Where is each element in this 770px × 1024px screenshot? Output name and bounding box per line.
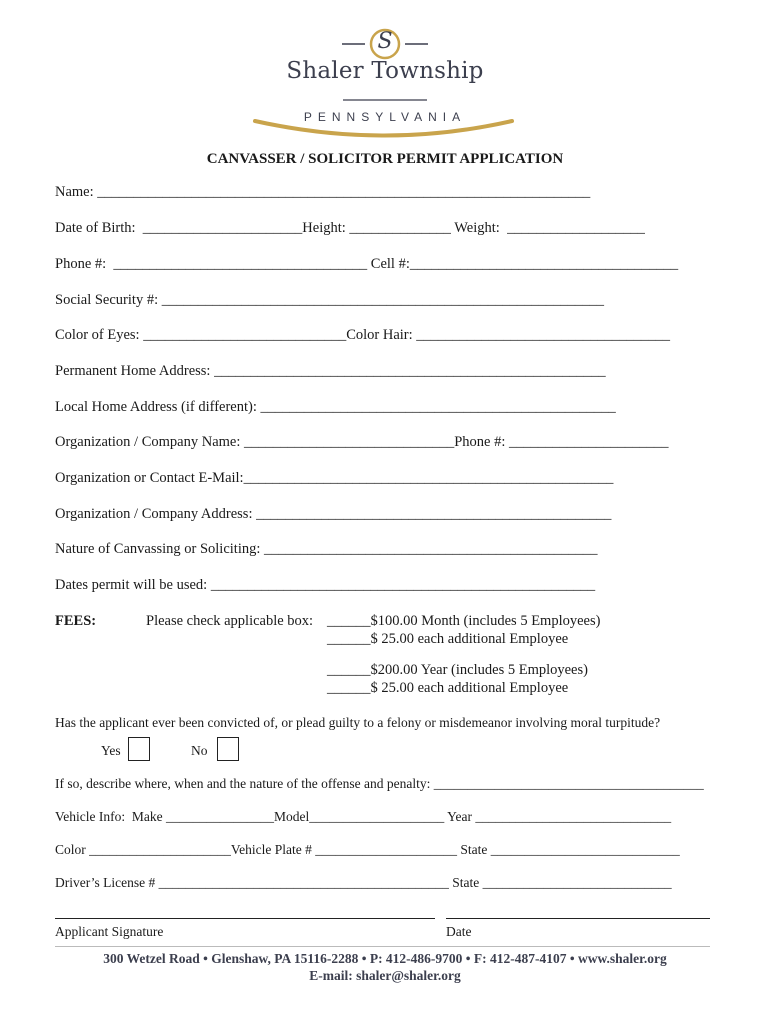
ssn-field[interactable]: Social Security #: _____________________________________________________________ (55, 292, 604, 308)
fee-year-additional-option[interactable]: ______$ 25.00 each additional Employee (327, 680, 569, 696)
dob-height-weight-field[interactable]: Date of Birth: ______________________Height: ______________ Weight: ___________________ (55, 220, 645, 236)
drivers-license-field[interactable]: Driver’s License # ___________________________________________ State ____________________________ (55, 875, 672, 890)
fee-month-option[interactable]: ______$100.00 Month (includes 5 Employees) (327, 613, 601, 629)
yes-label: Yes (101, 743, 121, 758)
vehicle-color-plate-state-field[interactable]: Color _____________________Vehicle Plate # _____________________ State ____________________________ (55, 842, 680, 857)
nature-field[interactable]: Nature of Canvassing or Soliciting: ______________________________________________ (55, 541, 598, 557)
footer-divider (55, 946, 710, 947)
offense-description-field[interactable]: If so, describe where, when and the nature of the offense and penalty: ________________________________________ (55, 776, 704, 791)
date-line[interactable] (446, 918, 710, 919)
yes-checkbox[interactable] (128, 737, 150, 761)
name-field[interactable]: Name: ____________________________________________________________________ (55, 184, 591, 200)
conviction-question: Has the applicant ever been convicted of, or plead guilty to a felony or misdemeanor involving moral turpitude? (55, 715, 661, 730)
local-address-field[interactable]: Local Home Address (if different): _________________________________________________ (55, 399, 616, 415)
organization-address-field[interactable]: Organization / Company Address: _________________________________________________ (55, 506, 612, 522)
organization-name: Shaler Township (286, 58, 484, 84)
phone-cell-field[interactable]: Phone #: ___________________________________ Cell #:_____________________________________ (55, 256, 679, 272)
vehicle-make-model-year-field[interactable]: Vehicle Info: Make ________________Model____________________ Year _____________________________ (55, 809, 672, 824)
permanent-address-field[interactable]: Permanent Home Address: ______________________________________________________ (55, 363, 606, 379)
eyes-hair-field[interactable]: Color of Eyes: ____________________________Color Hair: ___________________________________ (55, 327, 671, 343)
signature-line[interactable] (55, 918, 435, 919)
dates-field[interactable]: Dates permit will be used: _____________________________________________________ (55, 577, 596, 593)
fee-month-additional-option[interactable]: ______$ 25.00 each additional Employee (327, 631, 569, 647)
organization-name-field[interactable]: Organization / Company Name: _____________________________Phone #: ______________________ (55, 434, 669, 450)
fees-instruction: Please check applicable box: (146, 613, 314, 629)
state-name: PENNSYLVANIA (303, 110, 467, 124)
no-label: No (191, 743, 208, 758)
date-label: Date (446, 924, 472, 939)
logo-initial: S (377, 29, 393, 54)
applicant-signature-label: Applicant Signature (55, 924, 164, 939)
fee-year-option[interactable]: ______$200.00 Year (includes 5 Employees) (327, 662, 588, 678)
footer-email: E-mail: shaler@shaler.org (309, 968, 461, 983)
township-logo (0, 0, 770, 150)
fees-label: FEES: (55, 613, 97, 629)
form-title: CANVASSER / SOLICITOR PERMIT APPLICATION (206, 151, 564, 167)
organization-email-field[interactable]: Organization or Contact E-Mail:___________________________________________________ (55, 470, 614, 486)
no-checkbox[interactable] (217, 737, 239, 761)
footer-address: 300 Wetzel Road • Glenshaw, PA 15116-2288 • P: 412-486-9700 • F: 412-487-4107 • www.shaler.org (103, 951, 667, 966)
